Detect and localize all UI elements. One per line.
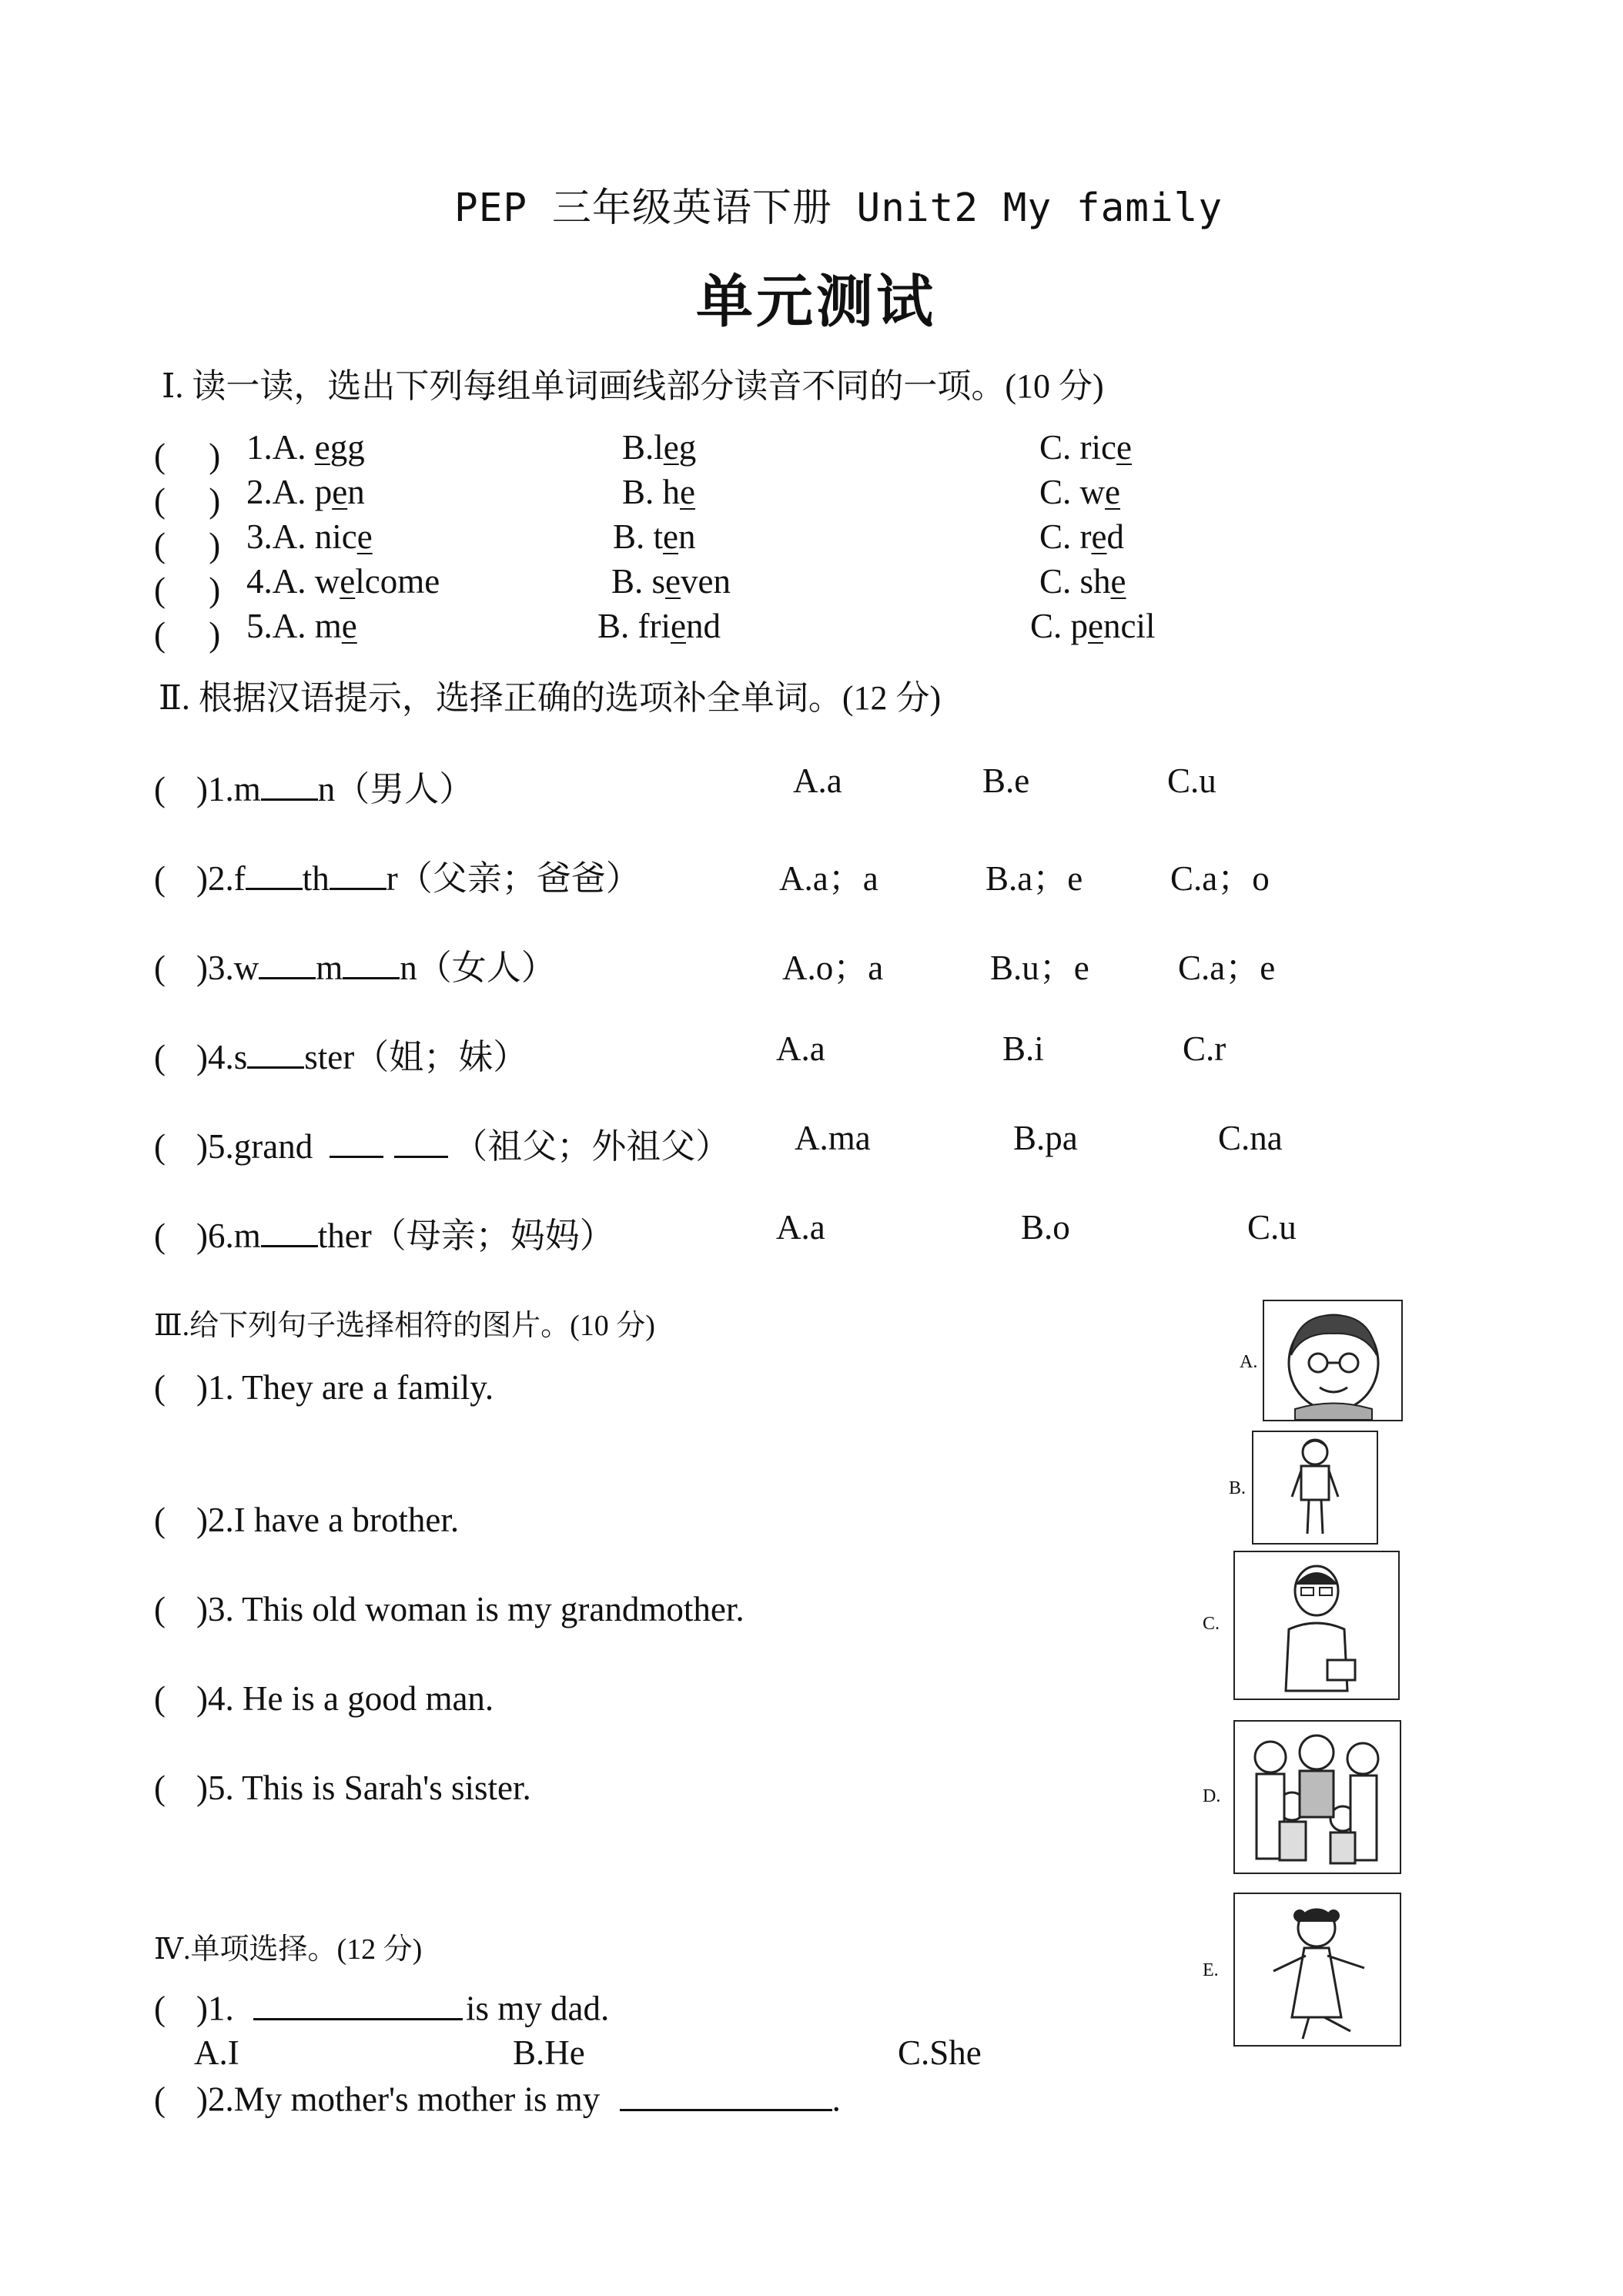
s1-underlined-letter: e	[341, 607, 357, 645]
s2-blank[interactable]	[394, 1125, 448, 1159]
s1-option-text: C. sh	[1039, 562, 1111, 601]
s2-item6-option-a[interactable]: A.a	[776, 1208, 825, 1247]
s2-item1-word	[154, 761, 474, 811]
s1-underlined-letter: e	[314, 428, 330, 467]
s1-item2-option-c[interactable]	[1039, 472, 1120, 512]
s1-option-text: 1.A.	[246, 428, 315, 467]
s2-item4-option-c[interactable]: C.r	[1183, 1029, 1226, 1068]
s2-item4-option-b[interactable]: B.i	[1002, 1029, 1044, 1068]
s1-option-text: n	[347, 473, 365, 511]
s3-paren: (	[154, 1769, 166, 1807]
s3-paren: (	[154, 1679, 166, 1718]
s2-item5-option-c[interactable]: C.na	[1218, 1119, 1283, 1157]
s1-underlined-letter: e	[1116, 428, 1132, 467]
s4-q1-option-b[interactable]: B.He	[513, 2033, 585, 2072]
s1-item1-option-a[interactable]	[246, 427, 365, 467]
s2-item3-word	[154, 939, 556, 989]
s2-paren: (	[154, 1127, 166, 1166]
family-group-icon	[1235, 1722, 1400, 1873]
s3-sentence: )2.I have a brother.	[196, 1501, 460, 1539]
man-glasses-icon	[1235, 1552, 1398, 1699]
s2-item6-word	[154, 1207, 614, 1257]
s3-item3	[154, 1589, 745, 1629]
s1-item4-option-c[interactable]	[1039, 561, 1126, 601]
section3-heading: Ⅲ.给下列句子选择相符的图片。(10 分)	[154, 1310, 655, 1342]
s2-item1-option-a[interactable]: A.a	[793, 761, 842, 800]
s1-option-text: C. r	[1039, 517, 1092, 556]
picture-label-c: C.	[1203, 1614, 1220, 1634]
s1-underlined-letter: e	[332, 473, 348, 511]
picture-a-grandmother	[1263, 1300, 1403, 1421]
s1-option-text: 2.A. p	[246, 473, 333, 511]
s1-underlined-letter: e	[663, 428, 679, 467]
s4-q2-text: )2.My mother's mother is my	[196, 2080, 601, 2119]
s1-item3-option-a[interactable]	[246, 517, 373, 557]
grandmother-face-icon	[1264, 1301, 1401, 1420]
s1-item2-option-a[interactable]	[246, 472, 365, 512]
s2-paren: (	[154, 949, 166, 987]
s1-underlined-letter: e	[1105, 473, 1120, 511]
picture-label-e: E.	[1203, 1960, 1219, 1980]
s1-option-text: C. ric	[1039, 428, 1116, 467]
picture-label-d: D.	[1203, 1786, 1221, 1806]
s1-underlined-letter: e	[665, 562, 681, 601]
s2-item1-option-c[interactable]: C.u	[1167, 761, 1216, 800]
s4-q2-paren: (	[154, 2080, 166, 2119]
boy-figure-icon	[1253, 1432, 1377, 1543]
s3-sentence: )1. They are a family.	[196, 1368, 494, 1407]
s1-option-text: nd	[685, 607, 721, 645]
section4-heading: Ⅳ.单项选择。(12 分)	[154, 1933, 423, 1966]
s1-option-text: B. fri	[597, 607, 671, 645]
s2-item5-option-b[interactable]: B.pa	[1013, 1119, 1078, 1157]
s2-word-end: n（男人）	[317, 770, 474, 808]
s3-sentence: )4. He is a good man.	[196, 1679, 494, 1718]
s2-item2-option-b[interactable]: B.a；e	[986, 859, 1083, 898]
s1-option-text: ven	[681, 562, 731, 601]
s3-sentence: )3. This old woman is my grandmother.	[196, 1590, 745, 1628]
picture-c-man	[1233, 1551, 1400, 1700]
s2-item3-option-c[interactable]: C.a；e	[1178, 949, 1276, 987]
s2-blank[interactable]	[246, 857, 303, 891]
s1-option-text: 3.A. nic	[246, 517, 357, 556]
s2-blank[interactable]	[330, 1125, 383, 1159]
s1-underlined-letter: e	[671, 607, 686, 645]
s2-blank[interactable]	[261, 768, 318, 802]
s3-sentence: )5. This is Sarah's sister.	[196, 1769, 531, 1807]
s4-q1-row	[154, 1986, 609, 2029]
s1-option-text: B. h	[622, 473, 681, 511]
s1-paren[interactable]: ( )	[154, 615, 221, 654]
s1-item5-option-c[interactable]	[1030, 606, 1155, 646]
s1-underlined-letter: e	[356, 517, 373, 556]
s1-item2-option-b[interactable]	[622, 472, 695, 512]
s2-word-start: )4.s	[196, 1038, 248, 1076]
s1-item4-option-a[interactable]	[246, 561, 440, 601]
s2-word-end: ster（姐；妹）	[304, 1038, 528, 1076]
s3-paren: (	[154, 1501, 166, 1539]
s3-paren: (	[154, 1590, 166, 1628]
s2-paren: (	[154, 1217, 166, 1255]
picture-label-a: A.	[1240, 1352, 1258, 1372]
s1-option-text: B.l	[622, 428, 664, 467]
s2-word-mid: th	[302, 859, 330, 898]
s1-item1-option-c[interactable]	[1039, 427, 1132, 467]
s1-option-text: C. w	[1039, 473, 1106, 511]
s2-item3-option-b[interactable]: B.u；e	[990, 949, 1089, 987]
page-title: PEP 三年级英语下册 Unit2 My family	[454, 186, 1223, 231]
s1-item3-option-b[interactable]	[613, 517, 696, 557]
s3-item4	[154, 1678, 494, 1719]
picture-d-family	[1233, 1720, 1401, 1874]
s1-option-text: 4.A. w	[246, 562, 340, 601]
s2-blank[interactable]	[330, 857, 387, 891]
girl-figure-icon	[1235, 1894, 1400, 2045]
s1-option-text: d	[1106, 517, 1124, 556]
s2-item3-option-a[interactable]: A.o；a	[782, 949, 884, 987]
s2-item6-option-b[interactable]: B.o	[1021, 1208, 1070, 1247]
s1-underlined-letter: e	[680, 473, 695, 511]
s2-blank[interactable]	[261, 1214, 318, 1248]
s1-underlined-letter: e	[663, 517, 679, 556]
s3-item2	[154, 1500, 459, 1540]
s2-item2-option-a[interactable]: A.a；a	[779, 859, 878, 898]
page-subtitle: 单元测试	[696, 269, 936, 335]
s4-q2-blank[interactable]	[620, 2077, 832, 2111]
s1-paren[interactable]: ( )	[154, 526, 221, 564]
s2-word-start: )5.grand	[196, 1127, 313, 1166]
s1-underlined-letter: e	[1091, 517, 1107, 556]
s2-word-start: )3.w	[196, 949, 259, 987]
picture-e-girl	[1233, 1893, 1401, 2047]
s2-word-start: )2.f	[196, 859, 246, 898]
s2-word-mid: m	[316, 949, 343, 987]
s3-item1	[154, 1367, 494, 1407]
s1-item4-option-b[interactable]	[611, 561, 731, 601]
s2-paren: (	[154, 1038, 166, 1076]
s1-option-text: B. t	[613, 517, 664, 556]
s1-underlined-letter: e	[1088, 607, 1103, 645]
s4-q1-text: is my dad.	[466, 1989, 610, 2028]
s1-option-text: B. s	[611, 562, 666, 601]
s4-q1-num: )1.	[196, 1989, 234, 2028]
s1-underlined-letter: e	[340, 562, 356, 601]
s2-word-start: )6.m	[196, 1217, 261, 1255]
s2-blank[interactable]	[259, 946, 316, 980]
picture-label-b: B.	[1229, 1478, 1247, 1498]
s4-q1-paren: (	[154, 1989, 166, 2028]
s1-option-text: ncil	[1103, 607, 1156, 645]
s1-paren[interactable]: ( )	[154, 437, 221, 475]
s1-option-text: lcome	[355, 562, 440, 601]
s2-item1-option-b[interactable]: B.e	[982, 761, 1030, 800]
s2-paren: (	[154, 859, 166, 898]
s1-option-text: C. p	[1030, 607, 1089, 645]
s2-item5-option-a[interactable]: A.ma	[795, 1119, 871, 1157]
s2-word-end: （祖父；外祖父）	[453, 1127, 731, 1166]
s2-blank[interactable]	[247, 1036, 304, 1069]
s1-option-text: n	[678, 517, 696, 556]
s2-word-end: n（女人）	[400, 949, 556, 987]
s3-item5	[154, 1768, 531, 1808]
s3-paren: (	[154, 1368, 166, 1407]
s4-q2-row	[154, 2077, 841, 2120]
s2-item4-word	[154, 1029, 527, 1079]
s2-item4-option-a[interactable]: A.a	[776, 1029, 825, 1068]
s1-item3-option-c[interactable]	[1039, 517, 1124, 557]
s1-option-text: 5.A. m	[246, 607, 342, 645]
s2-paren: (	[154, 770, 166, 808]
s2-word-start: )1.m	[196, 770, 261, 808]
s1-paren[interactable]: ( )	[154, 571, 221, 609]
s4-q1-option-c[interactable]: C.She	[898, 2033, 982, 2072]
s4-q1-blank[interactable]	[253, 1986, 463, 2020]
section2-heading: Ⅱ. 根据汉语提示，选择正确的选项补全单词。(12 分)	[159, 679, 942, 717]
s2-word-end: ther（母亲；妈妈）	[317, 1217, 614, 1255]
s2-item5-word	[154, 1118, 730, 1168]
s1-option-text: gg	[330, 428, 365, 467]
s4-q2-end: .	[832, 2080, 841, 2119]
s1-paren[interactable]: ( )	[154, 481, 221, 520]
s2-word-end: r（父亲；爸爸）	[386, 859, 641, 898]
s2-item2-word	[154, 850, 641, 900]
s2-blank[interactable]	[343, 946, 400, 980]
s1-option-text: g	[678, 428, 697, 467]
s2-item2-option-c[interactable]: C.a；o	[1170, 859, 1270, 898]
s1-item5-option-b[interactable]	[597, 606, 721, 646]
s1-item5-option-a[interactable]	[246, 606, 357, 646]
s4-q1-option-a[interactable]: A.I	[194, 2033, 239, 2072]
picture-b-boy	[1252, 1431, 1378, 1545]
section1-heading: Ⅰ. 读一读，选出下列每组单词画线部分读音不同的一项。(10 分)	[162, 367, 1104, 405]
s2-item6-option-c[interactable]: C.u	[1247, 1208, 1297, 1247]
s1-underlined-letter: e	[1110, 562, 1126, 601]
s1-item1-option-b[interactable]	[622, 427, 696, 467]
